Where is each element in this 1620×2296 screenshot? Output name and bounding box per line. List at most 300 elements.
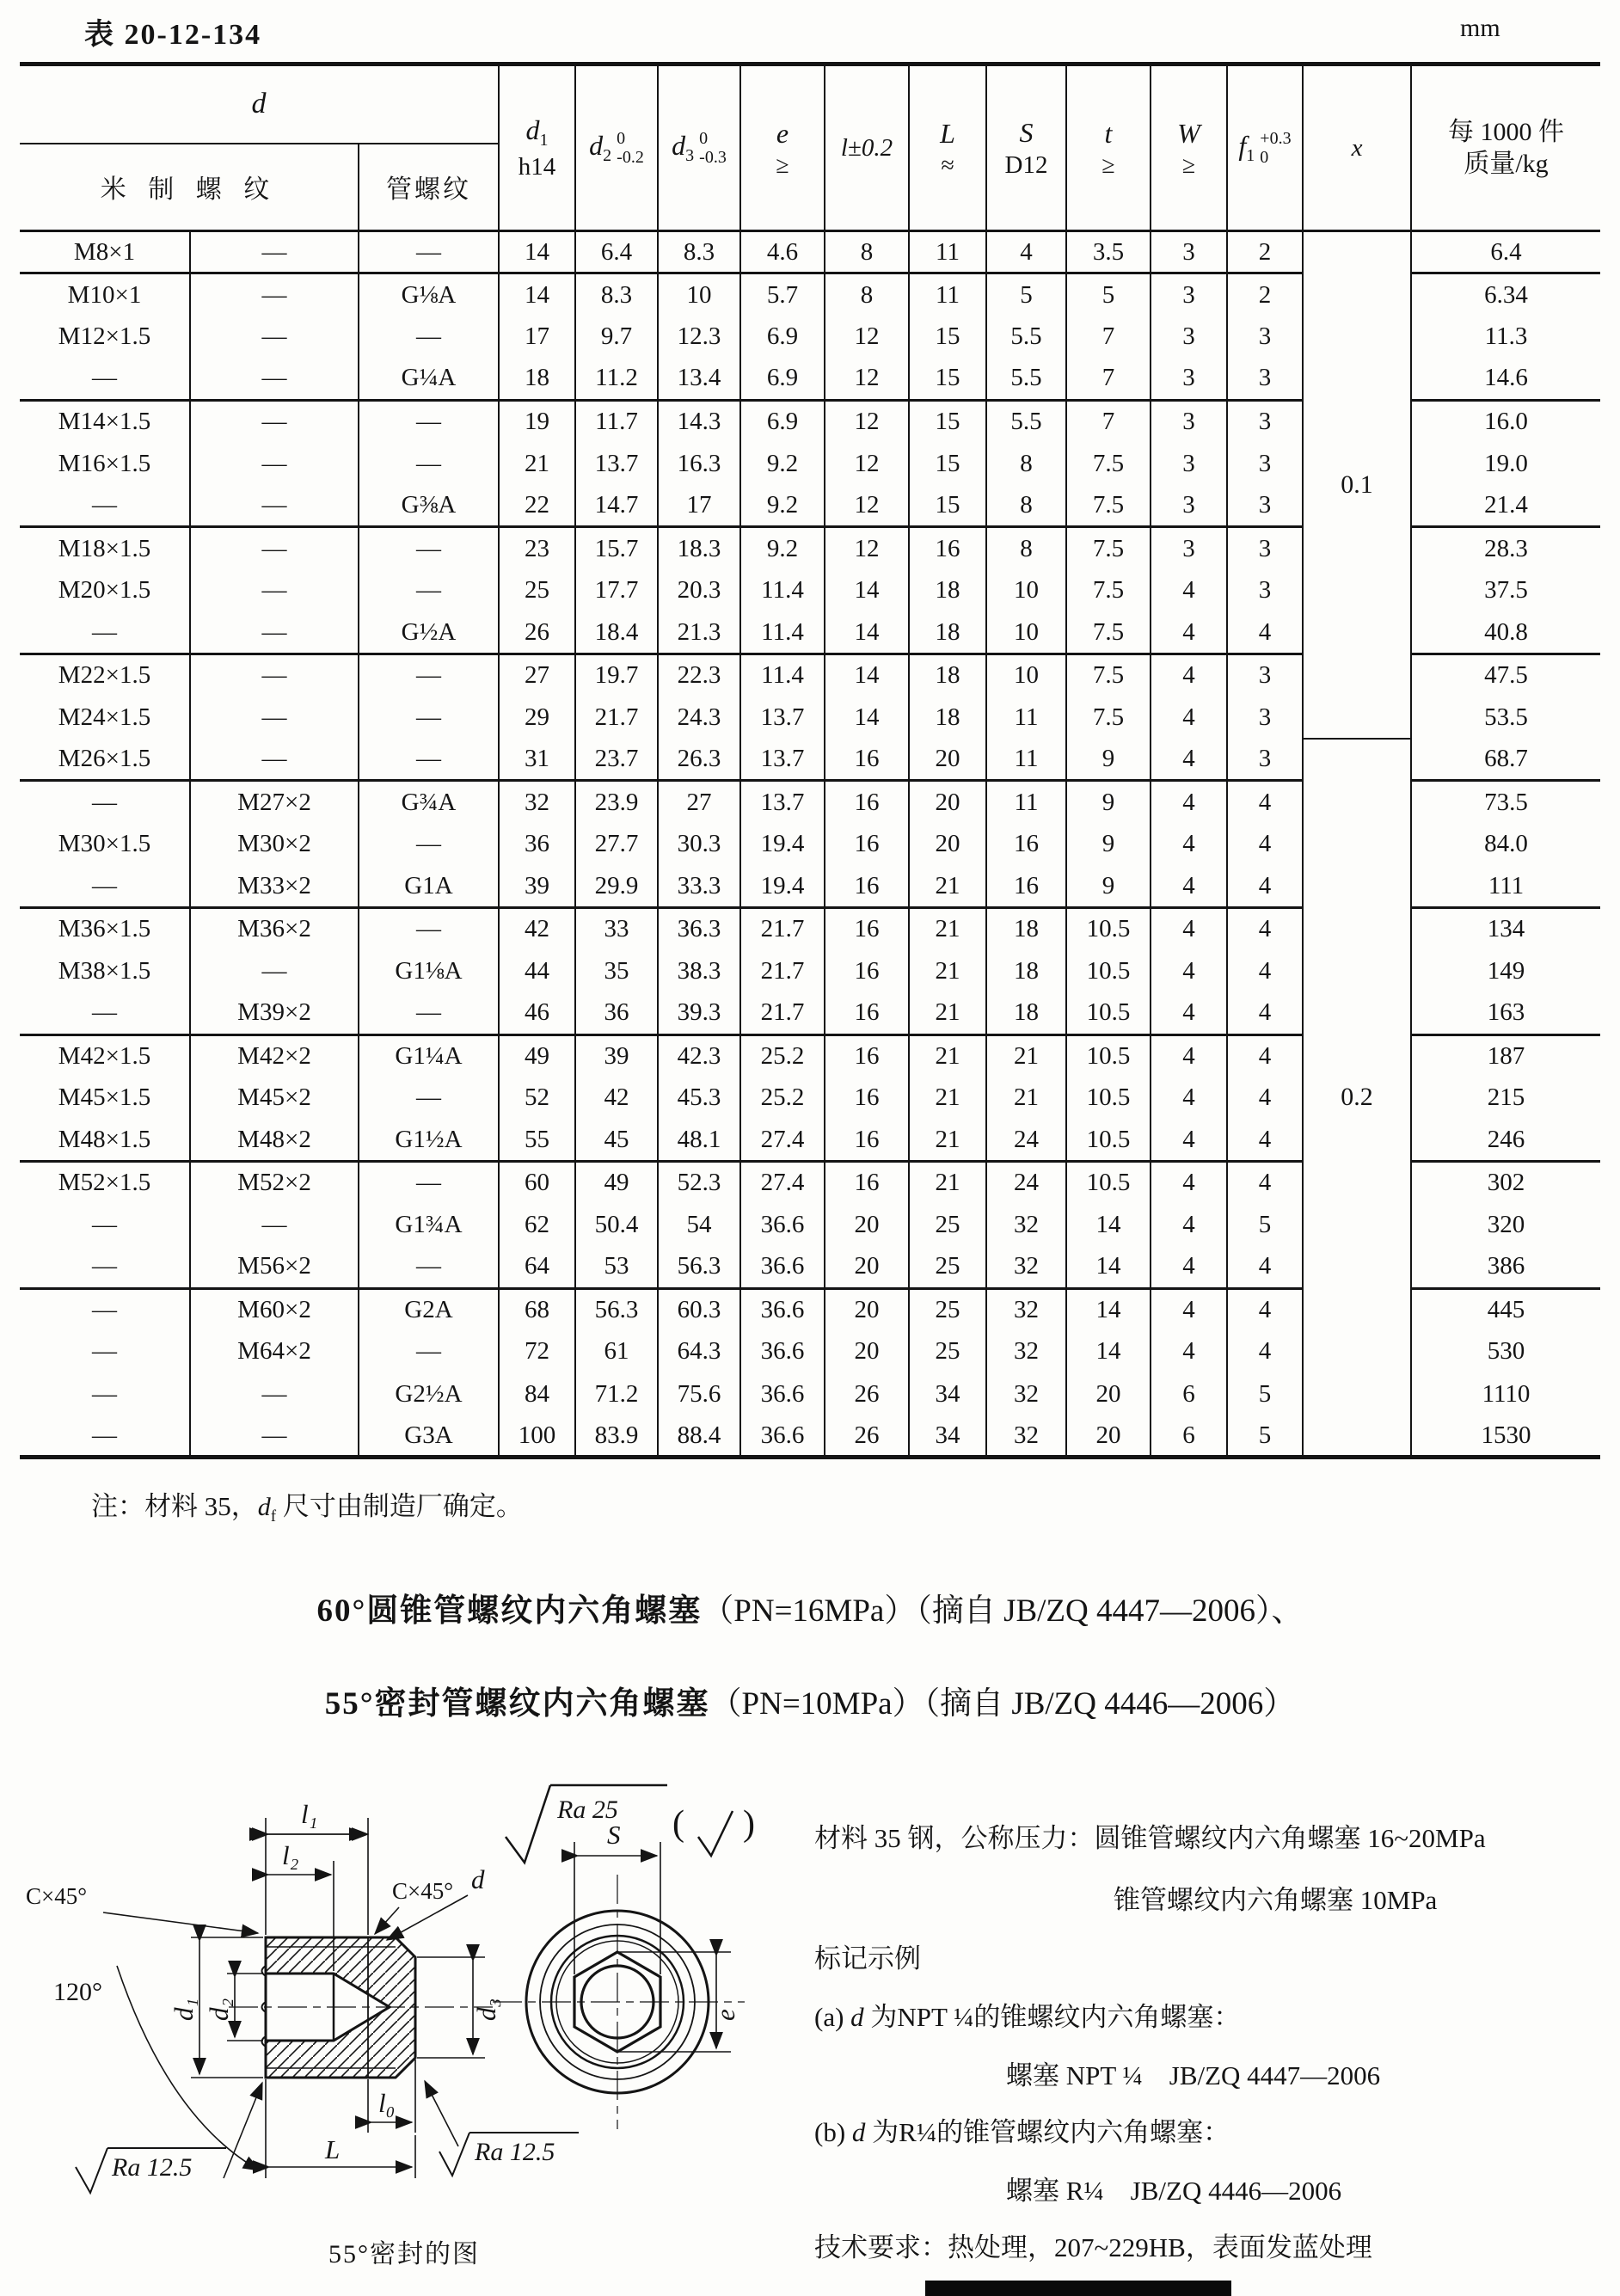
table-cell: — [190,950,359,992]
table-cell: 28.3 [1411,527,1600,569]
table-cell: 16 [825,908,909,950]
table-cell: G1¼A [359,1034,499,1077]
table-cell: G¾A [359,781,499,823]
table-cell: — [359,992,499,1034]
section-title-1: 60°圆锥管螺纹内六角螺塞（PN=16MPa）（摘自 JB/ZQ 4447—2006）、 [316,1593,1304,1629]
table-cell: 36 [499,823,575,865]
table-cell: M60×2 [190,1288,359,1330]
table-cell: 84 [499,1373,575,1415]
table-cell: 4 [1151,1162,1227,1204]
x-factor-cell: 0.2 [1303,739,1411,1458]
table-cell: 56.3 [658,1246,740,1288]
table-cell: 4 [1151,992,1227,1034]
table-cell: 3 [1227,654,1303,696]
table-cell: 36.6 [740,1373,825,1415]
table-cell: — [359,1246,499,1288]
table-cell: 21 [986,1034,1066,1077]
table-cell: 44 [499,950,575,992]
table-cell: 3 [1151,400,1227,442]
table-cell: 10 [986,611,1066,654]
table-cell: 4 [1227,823,1303,865]
table-cell: 4 [1227,1288,1303,1330]
table-cell: 7 [1066,400,1151,442]
table-cell: — [190,273,359,316]
table-cell: 5.7 [740,273,825,316]
table-cell: 18 [499,358,575,400]
table-cell: — [190,400,359,442]
table-cell: — [190,1204,359,1246]
table-cell: 10.5 [1066,1119,1151,1161]
table-cell: 16 [825,823,909,865]
table-cell: 12 [825,527,909,569]
table-cell: 16 [825,739,909,781]
table-cell: 445 [1411,1288,1600,1330]
table-cell: G⅜A [359,485,499,527]
table-cell: 10 [986,654,1066,696]
table-cell: 7.5 [1066,654,1151,696]
table-cell: M36×2 [190,908,359,950]
table-cell: 25 [909,1288,986,1330]
table-cell: 53.5 [1411,697,1600,739]
table-cell: M36×1.5 [20,908,190,950]
table-cell: 163 [1411,992,1600,1034]
table-cell: 64.3 [658,1330,740,1372]
table-cell: 61 [575,1330,658,1372]
material-note-line: 锥管螺纹内六角螺塞 10MPa [1114,1885,1438,1915]
table-cell: 36.6 [740,1415,825,1458]
table-cell: 12 [825,442,909,484]
table-cell: 21.7 [740,950,825,992]
table-cell: 16 [825,992,909,1034]
table-cell: 11.7 [575,400,658,442]
marking-example-b: (b) d 为R¼的锥管螺纹内六角螺塞： [814,2117,1230,2147]
table-cell: — [20,1246,190,1288]
table-cell: 14 [1066,1330,1151,1372]
table-cell: G1¾A [359,1204,499,1246]
unit-label: mm [1460,14,1500,42]
table-cell: — [20,611,190,654]
table-cell: M64×2 [190,1330,359,1372]
table-cell: 17 [658,485,740,527]
table-cell: — [359,569,499,611]
table-cell: 530 [1411,1330,1600,1372]
col-header-S: S D12 [986,64,1066,231]
table-cell: 55 [499,1119,575,1161]
plug-table-body [20,231,1600,1458]
table-cell: 11 [986,739,1066,781]
col-header-metric-thread: 米 制 螺 纹 [20,144,359,231]
table-cell: 20 [1066,1415,1151,1458]
dim-label-L: L [325,2134,341,2164]
table-cell: 18.3 [658,527,740,569]
table-cell: 39.3 [658,992,740,1034]
table-cell: 42 [499,908,575,950]
cone-angle-label: 120° [53,1978,102,2006]
table-cell: 10.5 [1066,992,1151,1034]
roughness-label-bottom-right: Ra 12.5 [475,2138,555,2166]
table-cell: 15 [909,442,986,484]
table-cell: — [190,485,359,527]
table-cell: 21 [909,950,986,992]
table-cell: M42×1.5 [20,1034,190,1077]
table-cell: 3 [1151,527,1227,569]
table-cell: 4 [1227,1034,1303,1077]
section-title-2: 55°密封管螺纹内六角螺塞（PN=10MPa）（摘自 JB/ZQ 4446—2006） [324,1686,1296,1722]
marking-example-heading: 标记示例 [814,1943,921,1974]
table-cell: G2½A [359,1373,499,1415]
table-cell: 26 [499,611,575,654]
table-cell: — [359,823,499,865]
table-cell: 2 [1227,231,1303,273]
table-cell: 15 [909,485,986,527]
dim-label-S: S [607,1820,621,1850]
material-note-line: 材料 35 钢，公称压力：圆锥管螺纹内六角螺塞 16~20MPa [814,1823,1486,1853]
dim-label-d3: d₃ [471,1998,501,2021]
col-header-mass: 每 1000 件 质量/kg [1411,64,1600,231]
table-cell: 4 [1151,865,1227,907]
table-cell: 16 [825,950,909,992]
table-cell: 20 [825,1288,909,1330]
table-cell: 52.3 [658,1162,740,1204]
table-cell: 21 [909,992,986,1034]
table-cell: 7.5 [1066,527,1151,569]
table-cell: 11.4 [740,654,825,696]
dim-label-d1: d₁ [169,1998,199,2021]
table-cell: 45 [575,1119,658,1161]
table-cell: 14 [1066,1246,1151,1288]
table-cell: 4 [1151,654,1227,696]
table-cell: 8 [986,485,1066,527]
table-cell: 9 [1066,739,1151,781]
table-cell: 5.5 [986,400,1066,442]
table-cell: 10.5 [1066,1077,1151,1119]
table-cell: 6.34 [1411,273,1600,316]
table-cell: 14 [825,697,909,739]
table-cell: 8 [986,442,1066,484]
table-cell: — [359,697,499,739]
table-footnote: 注：材料 35，$d_f$ 尺寸由制造厂确定。 [91,1491,523,1526]
table-cell: M20×1.5 [20,569,190,611]
table-cell: 21 [909,908,986,950]
table-cell: 7.5 [1066,442,1151,484]
table-cell: 14 [825,569,909,611]
table-cell: 7.5 [1066,697,1151,739]
table-cell: M48×2 [190,1119,359,1161]
table-cell: 23 [499,527,575,569]
col-header-t: t ≥ [1066,64,1151,231]
table-cell: 27 [658,781,740,823]
table-cell: 36 [575,992,658,1034]
table-cell: 73.5 [1411,781,1600,823]
table-cell: 68.7 [1411,739,1600,781]
table-cell: 52 [499,1077,575,1119]
table-cell: 10.5 [1066,950,1151,992]
table-cell: M18×1.5 [20,527,190,569]
table-cell: 18 [909,611,986,654]
table-cell: 32 [986,1246,1066,1288]
table-row [20,231,1600,273]
table-cell: 25.2 [740,1034,825,1077]
table-cell: — [190,316,359,358]
table-cell: 26.3 [658,739,740,781]
table-cell: 21 [986,1077,1066,1119]
table-cell: 20 [1066,1373,1151,1415]
table-cell: 24 [986,1162,1066,1204]
table-cell: — [190,611,359,654]
table-cell: M26×1.5 [20,739,190,781]
table-cell: 16 [986,823,1066,865]
table-cell: M27×2 [190,781,359,823]
marking-example-a-designation: 螺塞 NPT ¼ JB/ZQ 4447—2006 [1006,2060,1381,2090]
table-cell: 3 [1227,400,1303,442]
table-cell: 14 [1066,1204,1151,1246]
table-cell: 1110 [1411,1373,1600,1415]
table-cell: 14 [825,611,909,654]
technical-requirements: 技术要求：热处理，207~229HB，表面发蓝处理 [814,2232,1372,2262]
table-cell: — [20,358,190,400]
table-cell: 8.3 [658,231,740,273]
table-cell: 21 [499,442,575,484]
table-cell: 111 [1411,865,1600,907]
table-cell: 4 [1227,950,1303,992]
table-cell: 4 [1227,992,1303,1034]
table-cell: 11 [909,231,986,273]
table-cell: 9.2 [740,442,825,484]
table-cell: 16 [825,1077,909,1119]
table-cell: 36.3 [658,908,740,950]
table-cell: — [359,231,499,273]
table-cell: M38×1.5 [20,950,190,992]
table-cell: 23.9 [575,781,658,823]
table-cell: 18 [986,908,1066,950]
table-cell: 187 [1411,1034,1600,1077]
table-cell: 27.7 [575,823,658,865]
table-cell: 37.5 [1411,569,1600,611]
table-cell: 8 [986,527,1066,569]
table-cell: 4 [1227,908,1303,950]
table-cell: 9.7 [575,316,658,358]
table-cell: M42×2 [190,1034,359,1077]
table-cell: M52×2 [190,1162,359,1204]
table-cell: 31 [499,739,575,781]
table-cell: 18.4 [575,611,658,654]
chamfer-left-label: C×45° [26,1883,88,1909]
table-cell: 4 [1227,781,1303,823]
table-cell: 7.5 [1066,569,1151,611]
table-cell: 32 [986,1373,1066,1415]
dim-label-d: d [471,1864,485,1894]
table-cell: 20 [909,823,986,865]
table-cell: 8.3 [575,273,658,316]
table-cell: 7.5 [1066,485,1151,527]
table-cell: 4 [1227,1119,1303,1161]
table-cell: — [190,654,359,696]
table-cell: — [359,1077,499,1119]
table-cell: 25 [909,1204,986,1246]
table-cell: 16 [825,1119,909,1161]
table-cell: 50.4 [575,1204,658,1246]
table-cell: 16.3 [658,442,740,484]
table-cell: 34 [909,1373,986,1415]
col-header-L: L ≈ [909,64,986,231]
table-header [20,64,1600,231]
col-header-d2: $d_2$ 0 -0.2 [575,64,658,231]
dim-label-d2: d₂ [204,1998,234,2021]
table-cell: G¼A [359,358,499,400]
table-cell: 14.6 [1411,358,1600,400]
table-cell: 6.4 [575,231,658,273]
table-cell: 42 [575,1077,658,1119]
table-cell: 10.5 [1066,1034,1151,1077]
table-cell: G½A [359,611,499,654]
table-cell: — [20,1204,190,1246]
table-cell: 3 [1227,697,1303,739]
table-cell: 4 [986,231,1066,273]
table-cell: 4 [1151,1288,1227,1330]
table-cell: — [20,992,190,1034]
table-cell: 10 [986,569,1066,611]
table-cell: 15 [909,358,986,400]
table-cell: — [359,908,499,950]
table-cell: 11.2 [575,358,658,400]
marking-example-a: (a) d 为NPT ¼的锥螺纹内六角螺塞： [814,2002,1241,2032]
table-cell: 18 [986,950,1066,992]
table-cell: 22 [499,485,575,527]
table-cell: 19 [499,400,575,442]
table-cell: 22.3 [658,654,740,696]
table-cell: M12×1.5 [20,316,190,358]
table-number: 表 20-12-134 [84,19,262,51]
table-cell: 4 [1151,1246,1227,1288]
table-cell: 42.3 [658,1034,740,1077]
table-cell: 20.3 [658,569,740,611]
paren-close: ) [743,1804,755,1844]
table-cell: 26 [825,1415,909,1458]
table-cell: 246 [1411,1119,1600,1161]
table-cell: 18 [909,569,986,611]
table-cell: 14 [499,231,575,273]
table-cell: 9 [1066,781,1151,823]
table-cell: 71.2 [575,1373,658,1415]
table-cell: 4 [1151,739,1227,781]
chamfer-right-label: C×45° [392,1878,454,1904]
table-cell: 21 [909,1077,986,1119]
table-cell: 21 [909,1162,986,1204]
table-cell: 19.4 [740,823,825,865]
x-factor-cell: 0.1 [1303,231,1411,739]
table-cell: 29.9 [575,865,658,907]
table-cell: 3 [1227,442,1303,484]
table-cell: 149 [1411,950,1600,992]
table-cell: 4 [1151,569,1227,611]
table-cell: — [20,781,190,823]
table-cell: 4 [1151,823,1227,865]
table-cell: 24 [986,1119,1066,1161]
col-header-pipe-thread: 管螺纹 [359,144,499,231]
paren-open: ( [672,1804,684,1844]
table-cell: 12 [825,400,909,442]
plug-drawing [24,1744,781,2277]
table-cell: — [359,654,499,696]
roughness-label-top: Ra 25 [557,1796,618,1824]
table-cell: 12 [825,485,909,527]
table-cell: 32 [986,1415,1066,1458]
table-cell: 12 [825,358,909,400]
table-cell: 13.4 [658,358,740,400]
table-cell: 5 [1227,1415,1303,1458]
table-cell: 5 [1227,1204,1303,1246]
table-cell: 32 [986,1288,1066,1330]
table-cell: 20 [909,739,986,781]
table-cell: M45×1.5 [20,1077,190,1119]
table-cell: 2 [1227,273,1303,316]
table-cell: 27 [499,654,575,696]
table-cell: 11 [986,697,1066,739]
table-cell: 4 [1151,697,1227,739]
table-cell: 4 [1151,950,1227,992]
table-cell: 25 [499,569,575,611]
table-cell: 20 [825,1330,909,1372]
table-cell: — [359,442,499,484]
table-cell: 25 [909,1246,986,1288]
table-cell: 3 [1227,739,1303,781]
table-cell: 4 [1227,1246,1303,1288]
table-cell: 7.5 [1066,611,1151,654]
table-cell: 32 [986,1330,1066,1372]
col-header-e: e ≥ [740,64,825,231]
table-cell: 6.9 [740,400,825,442]
table-cell: — [190,569,359,611]
col-header-W: W ≥ [1151,64,1227,231]
table-cell: 17 [499,316,575,358]
table-cell: 9.2 [740,527,825,569]
table-cell: 19.4 [740,865,825,907]
table-cell: 3 [1151,358,1227,400]
table-cell: 3 [1151,231,1227,273]
table-cell: 21.7 [740,992,825,1034]
table-cell: 4 [1227,1330,1303,1372]
table-cell: — [20,865,190,907]
table-cell: 27.4 [740,1162,825,1204]
table-cell: 11 [986,781,1066,823]
table-cell: 20 [909,781,986,823]
table-cell: 15 [909,316,986,358]
table-cell: 5 [1227,1373,1303,1415]
table-cell: 320 [1411,1204,1600,1246]
table-cell: 11.3 [1411,316,1600,358]
table-cell: 46 [499,992,575,1034]
table-cell: 3 [1151,442,1227,484]
table-cell: 18 [909,654,986,696]
table-cell: 5.5 [986,358,1066,400]
table-cell: 14.3 [658,400,740,442]
table-cell: 386 [1411,1246,1600,1288]
table-cell: 19.7 [575,654,658,696]
table-cell: 18 [986,992,1066,1034]
table-cell: 36.6 [740,1204,825,1246]
dim-label-l2: l₂ [282,1840,299,1870]
table-cell: 7 [1066,358,1151,400]
table-cell: 26 [825,1373,909,1415]
table-cell: 38.3 [658,950,740,992]
table-cell: G1½A [359,1119,499,1161]
table-cell: 12.3 [658,316,740,358]
table-cell: 72 [499,1330,575,1372]
table-cell: 68 [499,1288,575,1330]
table-cell: 32 [986,1204,1066,1246]
table-cell: 13.7 [575,442,658,484]
table-cell: 6.9 [740,358,825,400]
